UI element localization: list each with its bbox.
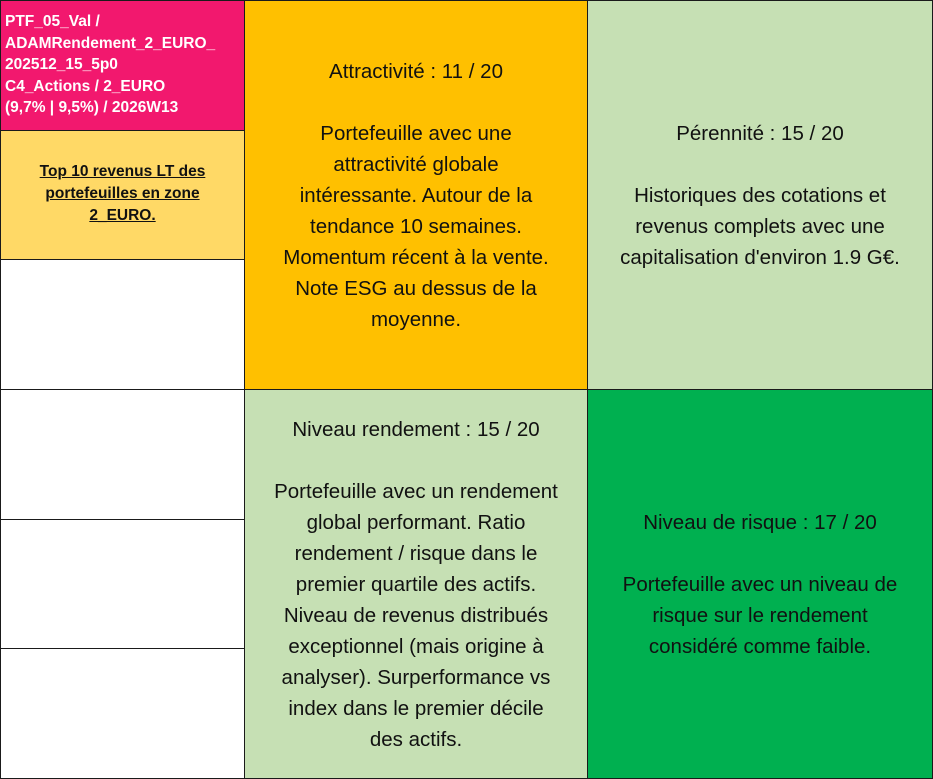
- portfolio-header-line: ADAMRendement_2_EURO_: [5, 34, 216, 52]
- portfolio-header-cell: [0, 0, 245, 131]
- rendement-line: analyser). Surperformance vs: [281, 665, 551, 689]
- risque-line: considéré comme faible.: [648, 634, 872, 658]
- perennite-line: capitalisation d'environ 1.9 G€.: [620, 245, 900, 269]
- attractivite-cell: [244, 0, 588, 390]
- rendement-line: premier quartile des actifs.: [295, 572, 537, 596]
- empty-cell: [0, 389, 245, 520]
- top10-link-line: 2_EURO.: [89, 207, 156, 224]
- perennite-cell: [587, 0, 933, 390]
- attractivite-score: Attractivité : 11 / 20: [329, 59, 503, 83]
- rendement-cell: [244, 389, 588, 779]
- perennite-line: revenus complets avec une: [635, 214, 885, 238]
- attractivite-line: intéressante. Autour de la: [299, 183, 533, 207]
- risque-line: risque sur le rendement: [652, 603, 868, 627]
- portfolio-header-line: PTF_05_Val /: [5, 13, 100, 30]
- attractivite-line: Momentum récent à la vente.: [283, 245, 549, 269]
- perennite-score: Pérennité : 15 / 20: [676, 121, 844, 145]
- risque-score: Niveau de risque : 17 / 20: [643, 510, 877, 534]
- rendement-line: index dans le premier décile: [288, 696, 544, 720]
- empty-cell: [0, 519, 245, 649]
- rendement-line: exceptionnel (mais origine à: [288, 634, 544, 658]
- risque-line: Portefeuille avec un niveau de: [622, 572, 898, 596]
- rendement-line: Niveau de revenus distribués: [283, 603, 549, 627]
- top10-revenus-link[interactable]: [18, 161, 228, 227]
- empty-cell: [0, 648, 245, 779]
- attractivite-line: Portefeuille avec une: [320, 121, 512, 145]
- portfolio-header-line: (9,7% | 9,5%) / 2026W13: [5, 99, 179, 116]
- empty-cell: [0, 259, 245, 390]
- top10-link-line: Top 10 revenus LT des: [39, 163, 206, 180]
- rendement-score: Niveau rendement : 15 / 20: [292, 417, 540, 441]
- rendement-line: Portefeuille avec un rendement: [274, 479, 558, 503]
- rendement-line: rendement / risque dans le: [294, 541, 538, 565]
- portfolio-header-line: 202512_15_5p0: [5, 56, 118, 73]
- attractivite-line: Note ESG au dessus de la: [295, 276, 537, 300]
- portfolio-header-line: C4_Actions / 2_EURO: [5, 77, 166, 95]
- top10-link-line: portefeuilles en zone: [45, 185, 200, 202]
- risque-cell: [587, 389, 933, 779]
- attractivite-line: moyenne.: [370, 307, 462, 331]
- rendement-line: des actifs.: [369, 727, 463, 751]
- rendement-line: global performant. Ratio: [306, 510, 526, 534]
- perennite-line: Historiques des cotations et: [634, 183, 886, 207]
- attractivite-line: attractivité globale: [333, 152, 499, 176]
- attractivite-line: tendance 10 semaines.: [310, 214, 522, 238]
- top10-link-cell: [0, 130, 245, 260]
